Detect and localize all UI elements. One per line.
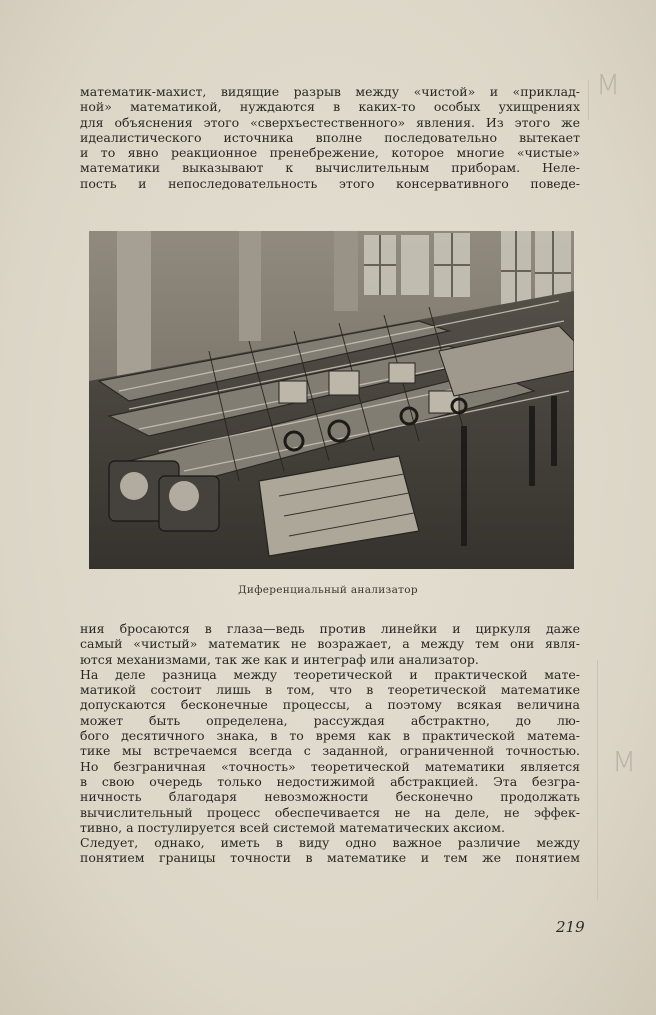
- differential-analyzer-photo: [89, 231, 574, 569]
- text-line: матикой состоит лишь в том, что в теоретической математике: [80, 682, 580, 698]
- text-line: для объяснения этого «сверхъестественного» явления. Из этого же: [80, 114, 580, 130]
- text-line: пость и непоследовательность этого консервативного поведе-: [80, 175, 580, 191]
- text-line: ной» математикой, нуждаются в каких-то особых ухищрениях: [80, 99, 580, 115]
- text-line: понятием границы точности в математике и тем же понятием: [80, 850, 580, 866]
- text-line: вычислительный процесс обеспечивается не на деле, не эффек-: [80, 804, 580, 820]
- text-line: математики выказывают к вычислительным приборам. Неле-: [80, 160, 580, 176]
- text-line: может быть определена, рассуждая абстрактно, до лю-: [80, 712, 580, 728]
- text-line: допускаются бесконечные процессы, а поэтому всякая величина: [80, 697, 580, 713]
- text-line: тивно, а постулируется всей системой математических аксиом.: [80, 819, 505, 835]
- margin-pencil-mark-top: M: [596, 68, 621, 101]
- page-number: 219: [556, 918, 585, 936]
- margin-pencil-mark-bottom: M: [612, 745, 637, 778]
- text-line: идеалистического источника вполне последовательно вытекает: [80, 129, 580, 145]
- text-line: ются механизмами, так же как и интеграф или анализатор.: [80, 651, 479, 667]
- text-line: Следует, однако, иметь в виду одно важное различие между: [80, 835, 580, 851]
- bottom-text: [80, 621, 580, 866]
- text-line: бого десятичного знака, в то время как в практической матема-: [80, 728, 580, 744]
- text-line: математик-махист, видящие разрыв между «чистой» и «приклад-: [80, 84, 580, 99]
- photo-illustration: [89, 231, 574, 569]
- figure-caption: Диференциальный анализатор: [238, 584, 418, 596]
- text-line: и то явно реакционное пренебрежение, которое многие «чистые»: [80, 145, 580, 161]
- text-line: тике мы встречаемся всегда с заданной, ограниченной точностью.: [80, 743, 580, 759]
- margin-rule-top: [588, 80, 589, 120]
- text-line: ничность благодаря невозможности бесконечно продолжать: [80, 789, 580, 805]
- margin-rule-bottom: [597, 660, 598, 900]
- text-line: самый «чистый» математик не возражает, а между тем они явля-: [80, 636, 580, 652]
- top-paragraph: [80, 84, 580, 191]
- text-line: Но безграничная «точность» теоретической математики является: [80, 758, 580, 774]
- text-line: в свою очередь только недостижимой абстракцией. Эта безгра-: [80, 773, 580, 789]
- text-line: На деле разница между теоретической и практической мате-: [80, 666, 580, 682]
- text-line: ния бросаются в глаза—ведь против линейки и циркуля даже: [80, 621, 580, 636]
